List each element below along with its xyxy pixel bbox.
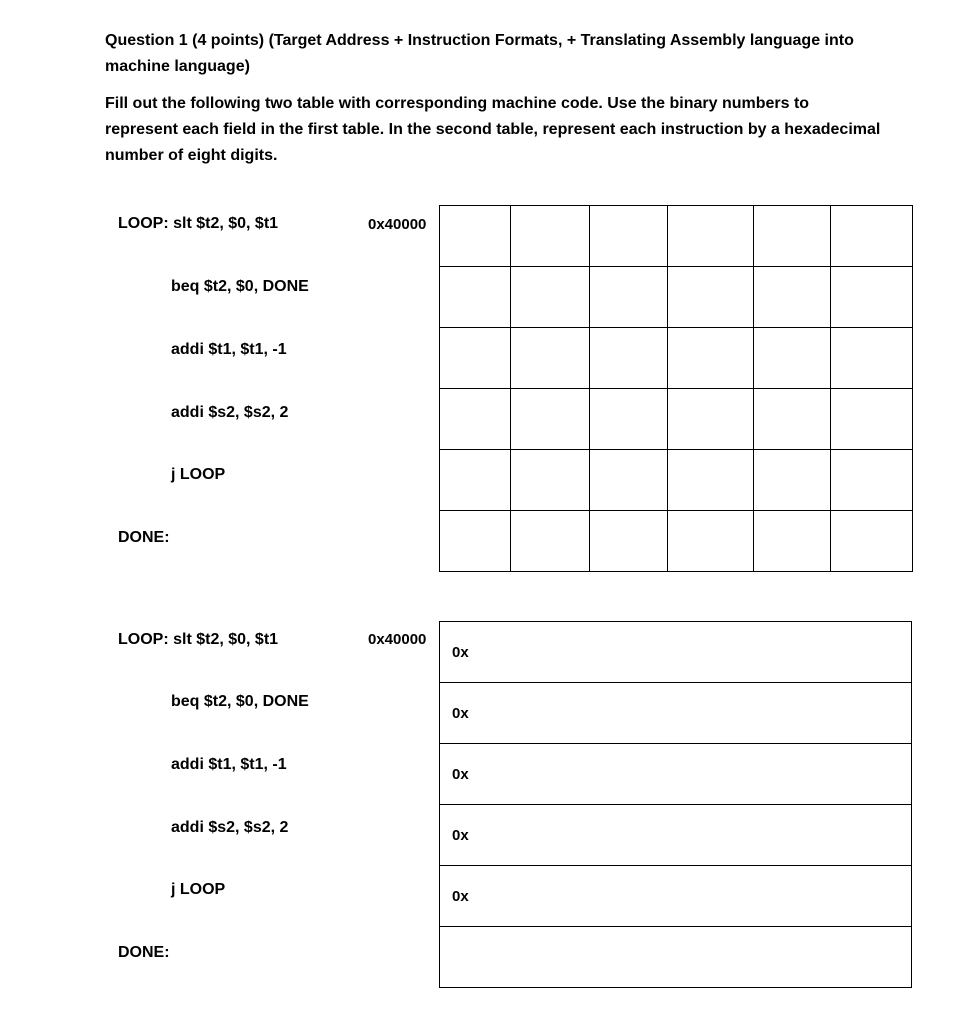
hex-row-4 [440, 805, 912, 866]
binary-field-cell[interactable] [754, 267, 831, 328]
binary-field-cell[interactable] [831, 328, 913, 389]
table2-instruction-2: beq $t2, $0, DONE [171, 693, 309, 710]
binary-field-cell[interactable] [511, 511, 590, 572]
binary-field-cell[interactable] [668, 206, 754, 267]
binary-field-cell[interactable] [590, 389, 668, 450]
question-title [105, 28, 935, 80]
instructions-line-1: Fill out the following two table with corresponding machine code. Use the binary numbers to [105, 95, 810, 112]
binary-field-cell[interactable] [668, 328, 754, 389]
binary-field-cell[interactable] [511, 450, 590, 511]
binary-field-cell[interactable] [440, 328, 511, 389]
question-title-line-2: machine language) [105, 58, 250, 75]
table2-instruction-3: addi $t1, $t1, -1 [171, 756, 287, 773]
binary-field-cell[interactable] [754, 206, 831, 267]
binary-row-1 [440, 206, 913, 267]
hex-row-5 [440, 866, 912, 927]
binary-field-cell[interactable] [440, 389, 511, 450]
hex-word-cell[interactable]: 0x [440, 683, 912, 744]
binary-field-cell[interactable] [511, 206, 590, 267]
table2-instruction-6: DONE: [118, 944, 170, 961]
binary-field-cell[interactable] [668, 389, 754, 450]
binary-field-cell[interactable] [440, 511, 511, 572]
table2-start-address: 0x40000 [368, 631, 427, 648]
table1-instruction-1: LOOP: slt $t2, $0, $t1 [118, 215, 279, 232]
binary-field-cell[interactable] [440, 267, 511, 328]
binary-field-cell[interactable] [668, 450, 754, 511]
hex-word-cell[interactable]: 0x [440, 744, 912, 805]
hex-row-6 [440, 927, 912, 988]
table2-instruction-4: addi $s2, $s2, 2 [171, 819, 289, 836]
binary-field-cell[interactable] [440, 450, 511, 511]
binary-field-cell[interactable] [511, 389, 590, 450]
binary-row-4 [440, 389, 913, 450]
binary-row-3 [440, 328, 913, 389]
binary-field-cell[interactable] [831, 267, 913, 328]
table1-instruction-5: j LOOP [171, 466, 226, 483]
question-title-line-1: Question 1 (4 points) (Target Address + Instruction Formats, + Translating Assembly language into [105, 32, 854, 49]
binary-field-cell[interactable] [590, 267, 668, 328]
binary-field-cell[interactable] [754, 389, 831, 450]
table1-instruction-2: beq $t2, $0, DONE [171, 278, 309, 295]
binary-field-cell[interactable] [440, 206, 511, 267]
hex-row-3 [440, 744, 912, 805]
binary-fields-table [439, 205, 913, 572]
instructions-line-3: number of eight digits. [105, 147, 278, 164]
table2-instruction-5: j LOOP [171, 881, 226, 898]
hex-word-cell[interactable]: 0x [440, 622, 912, 683]
binary-field-cell[interactable] [668, 267, 754, 328]
binary-field-cell[interactable] [831, 389, 913, 450]
binary-field-cell[interactable] [831, 206, 913, 267]
binary-field-cell[interactable] [754, 450, 831, 511]
binary-field-cell[interactable] [590, 511, 668, 572]
hex-row-2 [440, 683, 912, 744]
hex-word-cell[interactable]: 0x [440, 866, 912, 927]
binary-field-cell[interactable] [511, 328, 590, 389]
table1-start-address: 0x40000 [368, 216, 427, 233]
table1-instruction-3: addi $t1, $t1, -1 [171, 341, 287, 358]
hex-word-cell[interactable]: 0x [440, 805, 912, 866]
binary-field-cell[interactable] [754, 328, 831, 389]
hex-row-1 [440, 622, 912, 683]
table1-instruction-4: addi $s2, $s2, 2 [171, 404, 289, 421]
hex-word-cell[interactable] [440, 927, 912, 988]
question-instructions [105, 91, 935, 169]
table1-instruction-6: DONE: [118, 529, 170, 546]
instructions-line-2: represent each field in the first table. In the second table, represent each instruction by a hexadecimal [105, 121, 881, 138]
hex-words-table [439, 621, 912, 988]
binary-field-cell[interactable] [590, 206, 668, 267]
table2-instruction-1: LOOP: slt $t2, $0, $t1 [118, 631, 279, 648]
binary-field-cell[interactable] [831, 511, 913, 572]
binary-field-cell[interactable] [590, 450, 668, 511]
binary-row-6 [440, 511, 913, 572]
binary-field-cell[interactable] [668, 511, 754, 572]
binary-field-cell[interactable] [831, 450, 913, 511]
binary-row-2 [440, 267, 913, 328]
binary-field-cell[interactable] [511, 267, 590, 328]
binary-field-cell[interactable] [754, 511, 831, 572]
binary-row-5 [440, 450, 913, 511]
binary-field-cell[interactable] [590, 328, 668, 389]
